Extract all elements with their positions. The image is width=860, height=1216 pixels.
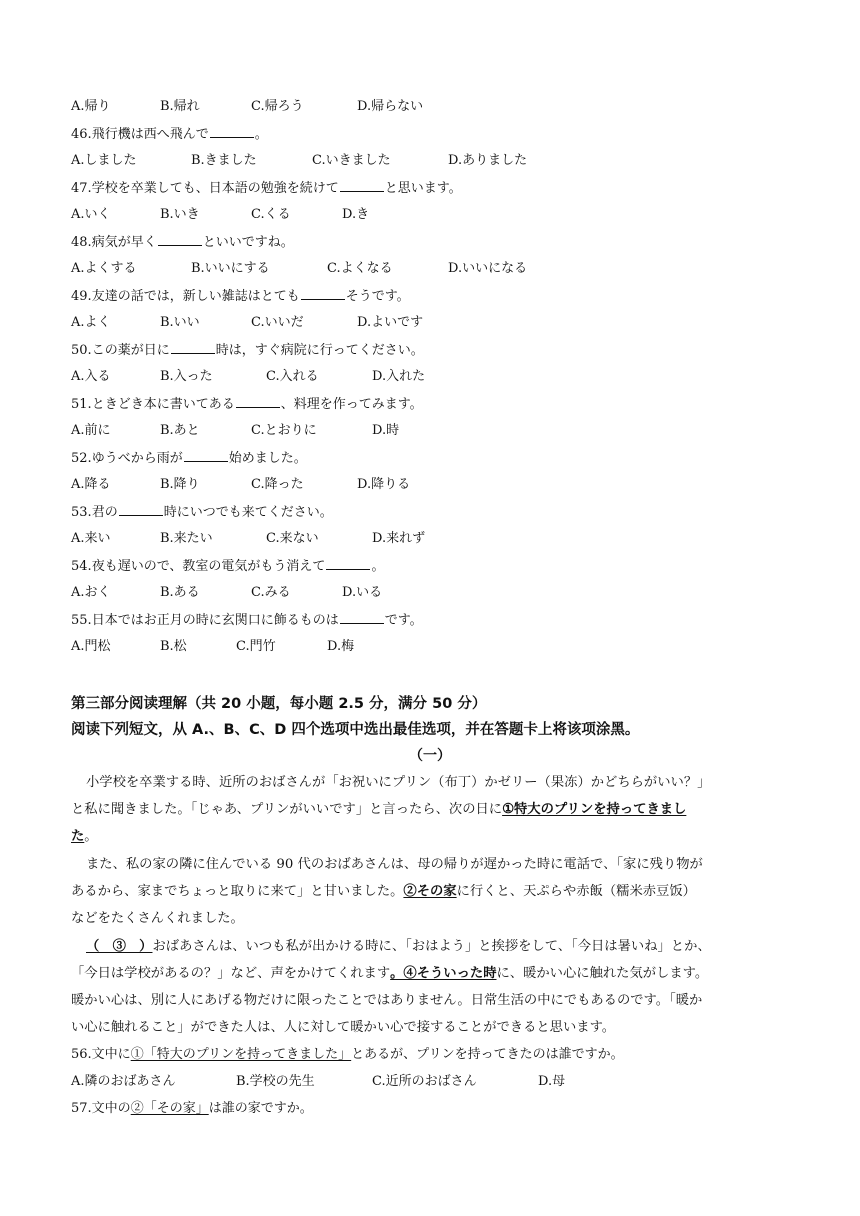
- option-c: C.来ない: [266, 531, 319, 546]
- reference-1: ①特大のプリンを持ってきまし: [502, 802, 687, 817]
- option-b: B.きました: [191, 153, 257, 168]
- option-b: B.学校の先生: [236, 1074, 315, 1089]
- answer-blank: [326, 557, 370, 570]
- question-51: 51.ときどき本に書いてある 、料理を作ってみます。: [71, 397, 423, 412]
- option-a: A.前に: [71, 423, 111, 438]
- section-title: 第三部分阅读理解（共 20 小题，每小题 2.5 分，满分 50 分）: [71, 696, 487, 712]
- passage-line: た。: [71, 829, 98, 844]
- question-57: 57.文中の②「その家」は誰の家ですか。: [71, 1101, 313, 1116]
- passage-line: 暖かい心は、別に人にあげる物だけに限ったことではありません。日常生活の中にでもあるのです。「暖か: [71, 993, 703, 1008]
- option-d: D.入れた: [372, 369, 426, 384]
- answer-blank: [119, 503, 163, 516]
- option-b: B.帰れ: [160, 99, 200, 114]
- passage-line: あるから、家までちょっと取りに来て」と甘いました。②その家に行くと、天ぷらや赤飯（糯米赤豆饭）: [71, 884, 696, 899]
- option-a: A.来い: [71, 531, 111, 546]
- passage-line: （ ③ ）おばあさんは、いつも私が出かける時に、「おはよう」と挨拶をして、「今日は暑いね」とか、: [86, 939, 711, 954]
- option-b: B.来たい: [160, 531, 213, 546]
- section-instruction: 阅读下列短文，从 A.、B、C、D 四个选项中选出最佳选项，并在答题卡上将该项涂黑。: [71, 722, 640, 738]
- option-d: D.ありました: [448, 153, 528, 168]
- option-c: C.門竹: [236, 639, 276, 654]
- passage-line: また、私の家の隣に住んでいる 90 代のおばあさんは、母の帰りが遅かった時に電話で、「家に残り物が: [86, 857, 703, 872]
- question-50: 50.この薬が日に 時は，すぐ病院に行ってください。: [71, 343, 424, 358]
- option-c: C.降った: [251, 477, 304, 492]
- reference-quote: ②「その家」: [130, 1101, 209, 1116]
- question-56: 56.文中に①「特大のプリンを持ってきました」とあるが、プリンを持ってきたのは誰ですか。: [71, 1047, 624, 1062]
- option-c: C.よくなる: [327, 261, 393, 276]
- option-a: A.しました: [71, 153, 137, 168]
- option-b: B.降り: [160, 477, 200, 492]
- option-b: B.いい: [160, 315, 200, 330]
- option-d: D.き: [342, 207, 370, 222]
- option-d: D.いる: [342, 585, 383, 600]
- option-c: C.入れる: [266, 369, 319, 384]
- reference-3-blank: （ ③ ）: [86, 939, 153, 954]
- part-heading: （一）: [409, 748, 451, 764]
- answer-blank: [236, 395, 280, 408]
- option-a: A.降る: [71, 477, 111, 492]
- passage-line: 「今日は学校があるの？」など、声をかけてくれます。④そういった時に、暖かい心に触れた気がします。: [71, 966, 709, 981]
- option-c: C.近所のおばさん: [372, 1074, 477, 1089]
- answer-blank: [301, 287, 345, 300]
- option-a: A.よくする: [71, 261, 137, 276]
- reference-quote: ①「特大のプリンを持ってきました」: [130, 1047, 352, 1062]
- option-c: C.くる: [251, 207, 291, 222]
- answer-blank: [210, 125, 254, 138]
- option-b: B.いき: [160, 207, 200, 222]
- question-53: 53.君の 時にいつでも来てください。: [71, 505, 333, 520]
- option-b: B.松: [160, 639, 187, 654]
- option-a: A.いく: [71, 207, 111, 222]
- reference-2: ②その家: [403, 884, 457, 899]
- option-a: A.帰り: [71, 99, 111, 114]
- question-48: 48.病気が早く といいですね。: [71, 235, 294, 250]
- option-d: D.来れず: [372, 531, 426, 546]
- question-52: 52.ゆうべから雨が 始めました。: [71, 451, 307, 466]
- question-46: 46.飛行機は西へ飛んで 。: [71, 127, 268, 142]
- option-d: D.時: [372, 423, 400, 438]
- answer-blank: [158, 233, 202, 246]
- option-c: C.いいだ: [251, 315, 304, 330]
- answer-blank: [340, 611, 384, 624]
- option-c: C.とおりに: [251, 423, 317, 438]
- answer-blank: [184, 449, 228, 462]
- option-b: B.いいにする: [191, 261, 270, 276]
- option-c: C.帰ろう: [251, 99, 304, 114]
- passage-line: 小学校を卒業する時、近所のおばさんが「お祝いにプリン（布丁）かゼリー（果冻）かどちらがいい？」: [86, 775, 711, 790]
- question-49: 49.友達の話では，新しい雑誌はとても そうです。: [71, 289, 410, 304]
- option-b: B.ある: [160, 585, 200, 600]
- option-b: B.あと: [160, 423, 200, 438]
- option-a: A.隣のおばあさん: [71, 1074, 176, 1089]
- option-a: A.よく: [71, 315, 111, 330]
- option-d: D.よいです: [357, 315, 424, 330]
- option-d: D.帰らない: [357, 99, 424, 114]
- passage-line: い心に触れること」ができた人は、人に対して暖かい心で接することができると思います。: [71, 1020, 616, 1035]
- passage-line: と私に聞きました。「じゃあ、プリンがいいです」と言ったら、次の日に①特大のプリンを持ってきまし: [71, 802, 687, 817]
- answer-blank: [340, 179, 384, 192]
- answer-blank: [171, 341, 215, 354]
- option-d: D.母: [538, 1074, 566, 1089]
- option-d: D.降りる: [357, 477, 411, 492]
- passage-line: などをたくさんくれました。: [71, 911, 244, 926]
- option-b: B.入った: [160, 369, 213, 384]
- option-d: D.梅: [327, 639, 355, 654]
- question-47: 47.学校を卒業しても、日本語の勉強を続けて と思います。: [71, 181, 462, 196]
- option-c: C.いきました: [312, 153, 391, 168]
- reference-1-end: た: [71, 829, 85, 844]
- question-55: 55.日本ではお正月の時に玄関口に飾るものは です。: [71, 613, 423, 628]
- option-c: C.みる: [251, 585, 291, 600]
- option-a: A.門松: [71, 639, 111, 654]
- question-54: 54.夜も遅いので、教室の電気がもう消えて 。: [71, 559, 385, 574]
- reference-4: 。④そういった時: [390, 966, 497, 981]
- option-a: A.入る: [71, 369, 111, 384]
- option-a: A.おく: [71, 585, 111, 600]
- option-d: D.いいになる: [448, 261, 528, 276]
